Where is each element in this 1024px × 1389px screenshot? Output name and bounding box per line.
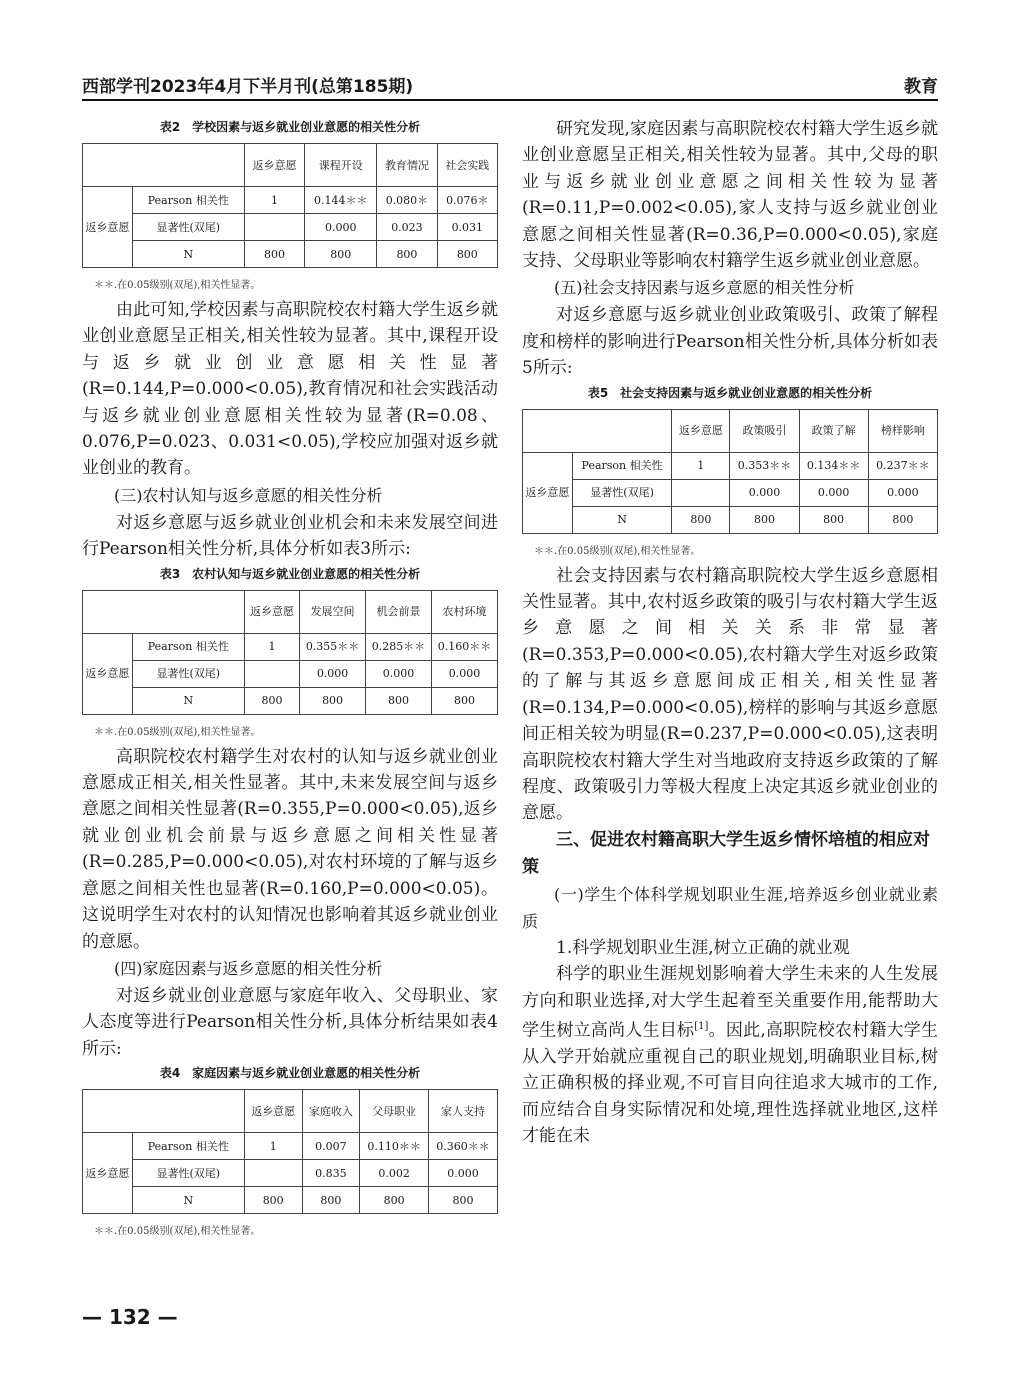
table4-cell: 0.835 bbox=[302, 1160, 360, 1187]
header-rule bbox=[82, 99, 938, 101]
table4-cell: 0.360＊＊ bbox=[429, 1133, 498, 1160]
page-number: — 132 — bbox=[82, 1305, 178, 1329]
table2-cell: 0.031 bbox=[437, 214, 497, 241]
paragraph-career-planning bbox=[522, 961, 938, 1150]
table2-cell: 0.000 bbox=[305, 214, 377, 241]
table4-col-3: 父母职业 bbox=[360, 1090, 429, 1133]
table3-col-2: 发展空间 bbox=[300, 590, 366, 633]
table2 bbox=[82, 143, 498, 268]
paragraph-table5-analysis: 社会支持因素与农村籍高职院校大学生返乡意愿相关性显著。其中,农村返乡政策的吸引与农村籍大学生返乡意愿之间相关关系非常显著(R=0.353,P=0.000<0.05),农村籍大学生对返乡政策的了解与其返乡意愿间成正相关,相关性显著(R=0.134,P=0.000<0.05),榜样的影响与其返乡意愿间正相关较为明显(R=0.237,P=0.000<0.05),这表明高职院校农村籍大学生对当地政府支持返乡政策的了解程度、政策吸引力等极大程度上决定其返乡就业创业的意愿。 bbox=[522, 565, 938, 824]
table5-cell: 0.134＊＊ bbox=[799, 452, 868, 479]
table2-cell bbox=[244, 214, 304, 241]
table4-cell: 800 bbox=[244, 1187, 302, 1214]
paragraph-section3-intro: 对返乡意愿与返乡就业创业机会和未来发展空间进行Pearson相关性分析,具体分析如表3所示: bbox=[82, 512, 498, 560]
table5-cell: 0.000 bbox=[730, 479, 799, 506]
part-3-heading: 三、促进农村籍高职大学生返乡情怀培植的相应对策 bbox=[522, 829, 930, 877]
section-5-title: (五)社会支持因素与返乡意愿的相关性分析 bbox=[554, 278, 855, 298]
table2-cell: 0.076＊ bbox=[437, 187, 497, 214]
table3-caption: 表3 农村认知与返乡就业创业意愿的相关性分析 bbox=[159, 566, 421, 581]
paragraph-career-planning-part-a: 科学的职业生涯规划影响着大学生未来的人生发展方向和职业选择,对大学生起着至关重要作用,能帮助大学生树立高尚人生目标 bbox=[522, 964, 938, 1041]
table4-col-4: 家人支持 bbox=[429, 1090, 498, 1133]
table3-cell: 0.285＊＊ bbox=[366, 633, 432, 660]
table3-pearson-label: Pearson 相关性 bbox=[132, 633, 244, 660]
paragraph-table3-analysis: 高职院校农村籍学生对农村的认知与返乡就业创业意愿成正相关,相关性显著。其中,未来发展空间与返乡意愿之间相关性显著(R=0.355,P=0.000<0.05),返乡就业创业机会前景与返乡意愿之间相关性显著(R=0.285,P=0.000<0.05),对农村环境的了解与返乡意愿之间相关性也显著(R=0.160,P=0.000<0.05)。这说明学生对农村的认知情况也影响着其返乡就业创业的意愿。 bbox=[82, 746, 498, 952]
table4-sig-label: 显著性(双尾) bbox=[132, 1160, 244, 1187]
table5-cell: 800 bbox=[799, 506, 868, 533]
table3-cell: 0.355＊＊ bbox=[300, 633, 366, 660]
table3-cell bbox=[244, 660, 299, 687]
table4-cell: 800 bbox=[360, 1187, 429, 1214]
table3-cell: 800 bbox=[432, 687, 498, 714]
table4-note: ＊＊.在0.05级别(双尾),相关性显著。 bbox=[94, 1226, 261, 1238]
table2-cell: 800 bbox=[437, 241, 497, 268]
table2-cell: 800 bbox=[244, 241, 304, 268]
table5 bbox=[522, 409, 938, 534]
table4-col-1: 返乡意愿 bbox=[244, 1090, 302, 1133]
subsection-1-title: (一)学生个体科学规划职业生涯,培养返乡创业就业素质 bbox=[522, 884, 938, 931]
table5-cell: 800 bbox=[730, 506, 799, 533]
table5-cell bbox=[672, 479, 730, 506]
table3 bbox=[82, 590, 498, 715]
table3-cell: 800 bbox=[300, 687, 366, 714]
table3-col-3: 机会前景 bbox=[366, 590, 432, 633]
table5-pearson-label: Pearson 相关性 bbox=[572, 452, 672, 479]
table4 bbox=[82, 1089, 498, 1214]
table3-cell: 1 bbox=[244, 633, 299, 660]
table2-cell: 0.080＊ bbox=[377, 187, 437, 214]
table4-cell: 0.007 bbox=[302, 1133, 360, 1160]
table2-cell: 800 bbox=[305, 241, 377, 268]
table3-col-1: 返乡意愿 bbox=[244, 590, 299, 633]
table5-cell: 0.000 bbox=[868, 479, 937, 506]
subsection-1-1-title: 1.科学规划职业生涯,树立正确的就业观 bbox=[556, 937, 850, 958]
table3-cell: 0.000 bbox=[300, 660, 366, 687]
table4-cell: 800 bbox=[302, 1187, 360, 1214]
table2-cell: 0.144＊＊ bbox=[305, 187, 377, 214]
table2-pearson-label: Pearson 相关性 bbox=[132, 187, 244, 214]
right-column bbox=[522, 116, 938, 1150]
table2-cell: 1 bbox=[244, 187, 304, 214]
table3-col-4: 农村环境 bbox=[432, 590, 498, 633]
table4-cell: 0.002 bbox=[360, 1160, 429, 1187]
left-column bbox=[82, 116, 498, 1243]
table4-cell: 0.000 bbox=[429, 1160, 498, 1187]
table4-col-2: 家庭收入 bbox=[302, 1090, 360, 1133]
table3-n-label: N bbox=[132, 687, 244, 714]
table3-cell: 0.000 bbox=[366, 660, 432, 687]
paragraph-table2-analysis: 由此可知,学校因素与高职院校农村籍大学生返乡就业创业意愿呈正相关,相关性较为显著。其中,课程开设与返乡就业创业意愿相关性显著(R=0.144,P=0.000<0.05),教育情况和社会实践活动与返乡就业创业意愿相关性较为显著(R=0.08、0.076,P=0.023、0.031<0.05),学校应加强对返乡就业创业的教育。 bbox=[82, 300, 498, 479]
journal-issue-title: 西部学刊2023年4月下半月刊(总第185期) bbox=[82, 77, 414, 97]
table5-sig-label: 显著性(双尾) bbox=[572, 479, 672, 506]
table2-row-group: 返乡意愿 bbox=[83, 187, 133, 268]
table3-sig-label: 显著性(双尾) bbox=[132, 660, 244, 687]
paragraph-career-planning-part-b: 。因此,高职院校农村籍大学生从入学开始就应重视自己的职业规划,明确职业目标,树立正确积极的择业观,不可盲目向往追求大城市的工作,而应结合自身实际情况和处境,理性选择就业地区,这样才能在未 bbox=[522, 1020, 939, 1147]
paragraph-section4-intro: 对返乡就业创业意愿与家庭年收入、父母职业、家人态度等进行Pearson相关性分析,具体分析结果如表4所示: bbox=[82, 985, 498, 1059]
table3-cell: 0.000 bbox=[432, 660, 498, 687]
table2-n-label: N bbox=[132, 241, 244, 268]
table3-note: ＊＊.在0.05级别(双尾),相关性显著。 bbox=[94, 726, 261, 738]
table2-col-2: 课程开设 bbox=[305, 144, 377, 187]
page-header bbox=[82, 72, 938, 98]
reference-marker: [1] bbox=[694, 1020, 709, 1032]
section-label: 教育 bbox=[904, 77, 938, 97]
table2-caption: 表2 学校因素与返乡就业创业意愿的相关性分析 bbox=[159, 120, 421, 134]
table5-cell: 0.237＊＊ bbox=[868, 452, 937, 479]
table2-cell: 800 bbox=[377, 241, 437, 268]
table2-col-4: 社会实践 bbox=[437, 144, 497, 187]
table5-col-1: 返乡意愿 bbox=[672, 409, 730, 452]
table4-cell bbox=[244, 1160, 302, 1187]
table3-cell: 800 bbox=[244, 687, 299, 714]
table4-cell: 800 bbox=[429, 1187, 498, 1214]
table2-col-1: 返乡意愿 bbox=[244, 144, 304, 187]
section-3-title: (三)农村认知与返乡意愿的相关性分析 bbox=[114, 485, 383, 505]
table2-cell: 0.023 bbox=[377, 214, 437, 241]
table5-col-4: 榜样影响 bbox=[868, 409, 937, 452]
table3-cell: 0.160＊＊ bbox=[432, 633, 498, 660]
table5-cell: 0.353＊＊ bbox=[730, 452, 799, 479]
table3-row-group: 返乡意愿 bbox=[83, 633, 133, 714]
table4-cell: 0.110＊＊ bbox=[360, 1133, 429, 1160]
table5-cell: 0.000 bbox=[799, 479, 868, 506]
table3-cell: 800 bbox=[366, 687, 432, 714]
table2-col-3: 教育情况 bbox=[377, 144, 437, 187]
table4-caption: 表4 家庭因素与返乡就业创业意愿的相关性分析 bbox=[159, 1066, 421, 1081]
table5-cell: 800 bbox=[868, 506, 937, 533]
table5-col-2: 政策吸引 bbox=[730, 409, 799, 452]
table5-note: ＊＊.在0.05级别(双尾),相关性显著。 bbox=[534, 545, 701, 557]
paragraph-table4-analysis: 研究发现,家庭因素与高职院校农村籍大学生返乡就业创业意愿呈正相关,相关性较为显著。其中,父母的职业与返乡就业创业意愿之间相关性较为显著(R=0.11,P=0.002<0.05),家人支持与返乡就业创业意愿之间相关性显著(R=0.36,P=0.000<0.05),家庭支持、父母职业等影响农村籍学生返乡就业创业意愿。 bbox=[522, 119, 938, 272]
paragraph-section5-intro: 对返乡意愿与返乡就业创业政策吸引、政策了解程度和榜样的影响进行Pearson相关性分析,具体分析如表5所示: bbox=[522, 305, 938, 379]
table5-row-group: 返乡意愿 bbox=[523, 452, 573, 533]
table5-n-label: N bbox=[572, 506, 672, 533]
table5-cell: 1 bbox=[672, 452, 730, 479]
table4-n-label: N bbox=[132, 1187, 244, 1214]
table2-note: ＊＊.在0.05级别(双尾),相关性显著。 bbox=[94, 280, 261, 291]
table2-sig-label: 显著性(双尾) bbox=[132, 214, 244, 241]
table4-pearson-label: Pearson 相关性 bbox=[132, 1133, 244, 1160]
table4-row-group: 返乡意愿 bbox=[83, 1133, 133, 1214]
section-4-title: (四)家庭因素与返乡意愿的相关性分析 bbox=[114, 958, 383, 978]
table5-caption: 表5 社会支持因素与返乡就业创业意愿的相关性分析 bbox=[587, 385, 873, 400]
table4-cell: 1 bbox=[244, 1133, 302, 1160]
table5-cell: 800 bbox=[672, 506, 730, 533]
table5-col-3: 政策了解 bbox=[799, 409, 868, 452]
